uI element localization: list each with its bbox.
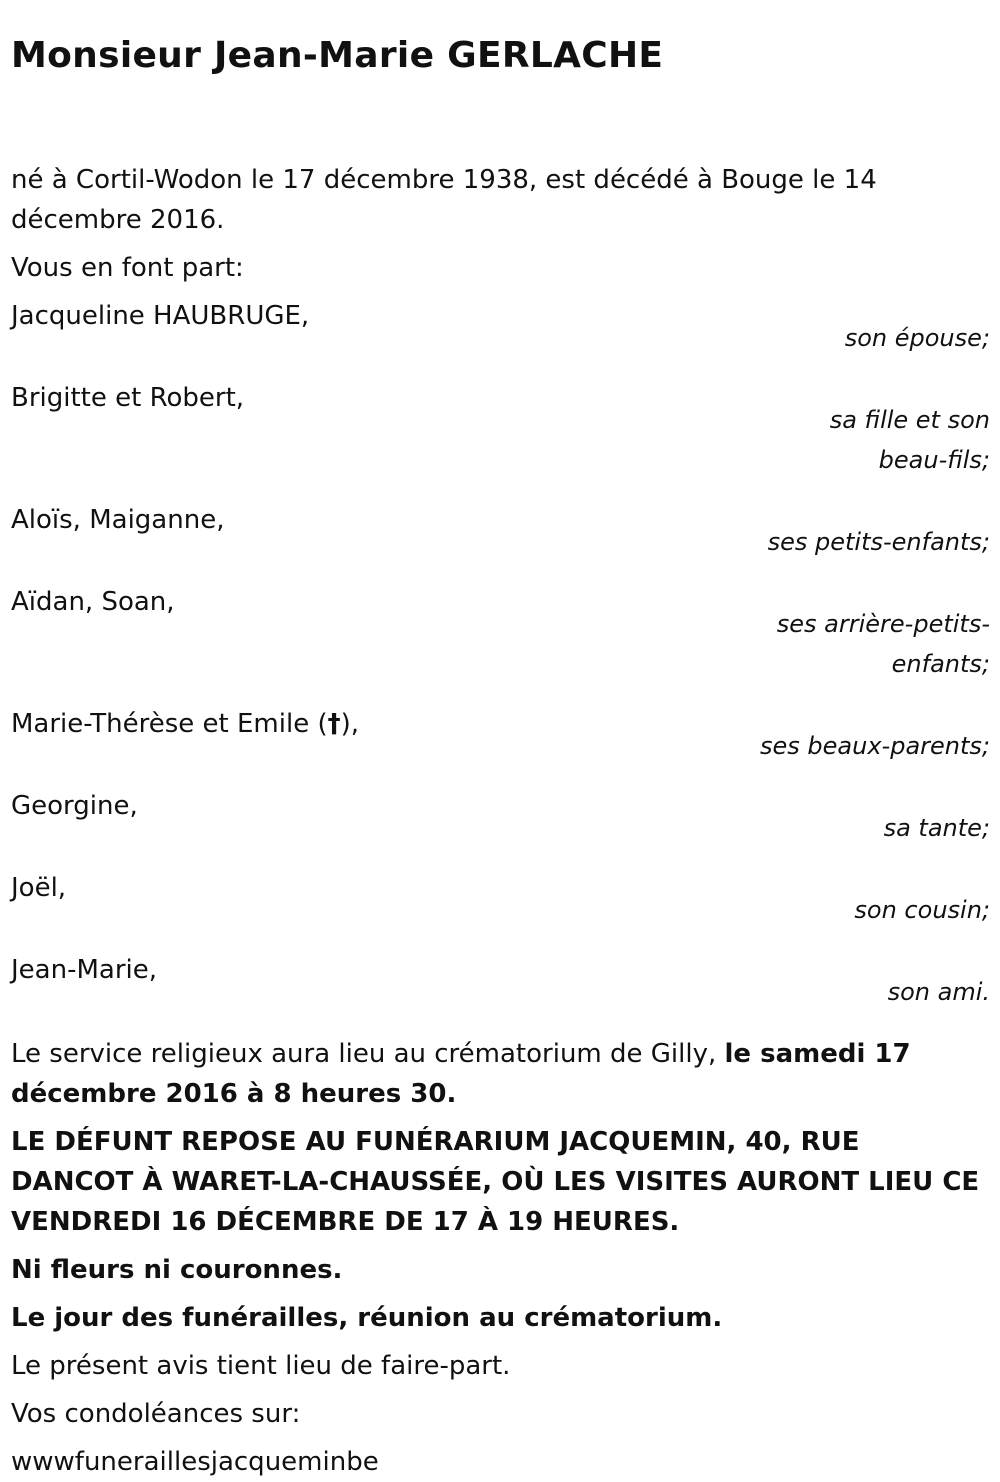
mourner-relation: son ami.	[887, 978, 990, 1006]
mourner-entry	[11, 500, 990, 562]
mourner-name: Jacqueline HAUBRUGE,	[11, 301, 310, 331]
mourner-relation: sa tante;	[883, 814, 990, 842]
deceased-cross-icon: †	[327, 709, 341, 739]
mourner-entry	[11, 582, 990, 684]
birth-death-statement: né à Cortil-Wodon le 17 décembre 1938, est décédé à Bouge le 14 décembre 2016.	[11, 165, 877, 235]
mourner-name: Joël,	[11, 873, 67, 903]
mourner-name: Aloïs, Maiganne,	[11, 505, 225, 535]
mourner-name: Brigitte et Robert,	[11, 383, 245, 413]
mourner-name: Georgine,	[11, 791, 138, 821]
mourner-name: Jean-Marie,	[11, 955, 157, 985]
faire-part-notice: Le présent avis tient lieu de faire-part.	[11, 1351, 511, 1381]
mourner-name-part: Marie-Thérèse et Emile (	[11, 709, 328, 739]
mourner-relation: ses arrière-petits-enfants;	[776, 610, 990, 678]
visitation-notice: LE DÉFUNT REPOSE AU FUNÉRARIUM JACQUEMIN, 40, RUE DANCOT À WARET-LA-CHAUSSÉE, OÙ LES VISITES AURONT LIEU CE VENDREDI 16 DÉCEMBRE DE 17 À 19 HEURES.	[11, 1127, 980, 1237]
mourner-relation: son cousin;	[854, 896, 990, 924]
mourner-entry	[11, 378, 990, 480]
mourner-entry	[11, 704, 990, 766]
deceased-name-heading: Monsieur Jean-Marie GERLACHE	[11, 35, 664, 76]
mourners-list	[11, 296, 990, 1012]
announcement-label: Vous en font part:	[11, 253, 244, 283]
condolences-label: Vos condoléances sur:	[11, 1399, 301, 1429]
mourner-relation: ses beaux-parents;	[760, 732, 990, 760]
service-date-time: le samedi 17 décembre 2016 à 8 heures 30.	[11, 1039, 911, 1109]
mourner-relation: ses petits-enfants;	[767, 528, 990, 556]
mourner-relation: son épouse;	[844, 324, 990, 352]
service-details	[11, 1034, 990, 1114]
mourner-entry	[11, 950, 990, 1012]
mourner-name	[11, 704, 990, 739]
mourner-entry	[11, 786, 990, 848]
mourner-entry	[11, 296, 990, 358]
mourner-name-part: ),	[340, 709, 360, 739]
mourner-entry	[11, 868, 990, 930]
mourner-name: Aïdan, Soan,	[11, 587, 175, 617]
condolences-website: wwwfuneraillesjacqueminbe	[11, 1447, 379, 1477]
no-flowers-notice: Ni fleurs ni couronnes.	[11, 1255, 343, 1285]
reunion-notice: Le jour des funérailles, réunion au crématorium.	[11, 1303, 723, 1333]
service-text: Le service religieux aura lieu au crématorium de Gilly,	[11, 1039, 725, 1069]
mourner-relation: sa fille et son beau-fils;	[829, 406, 990, 474]
